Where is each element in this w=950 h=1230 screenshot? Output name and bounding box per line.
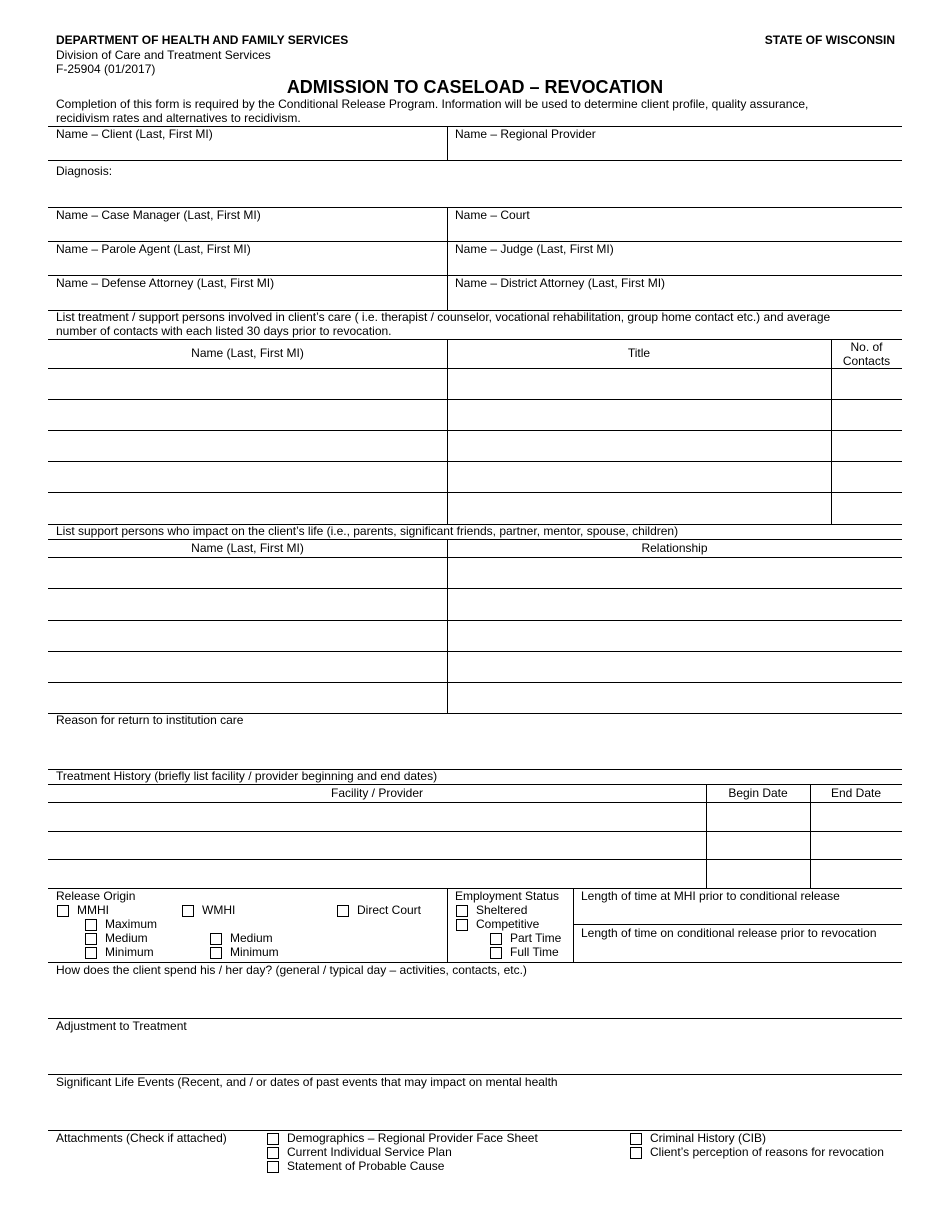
support-person-name-input[interactable] [52,658,442,676]
treatment-person-name-input[interactable] [52,375,442,393]
state-name: STATE OF WISCONSIN [764,33,895,47]
col-header-name: Name (Last, First MI) [191,346,304,360]
wmhi-minimum-label: Minimum [230,945,279,959]
treatment-person-title-input[interactable] [452,437,826,455]
treatment-person-name-input[interactable] [52,468,442,486]
treatment-person-contacts-input[interactable] [836,499,898,517]
form-number: F-25904 (01/2017) [56,62,156,76]
end-date-input[interactable] [815,836,898,854]
table-row-divider [48,588,902,589]
demographics-checkbox[interactable] [267,1133,279,1145]
treatment-person-contacts-input[interactable] [836,406,898,424]
treatment-person-name-input[interactable] [52,499,442,517]
divider [447,339,448,524]
life-events-label: Significant Life Events (Recent, and / or dates of past events that may impact on mental health [56,1075,558,1089]
page-title: ADMISSION TO CASELOAD – REVOCATION [286,77,664,97]
intro-text-line1: Completion of this form is required by the Conditional Release Program. Information will be used to determine client profile, quality assurance, [56,97,809,111]
regional-provider-input[interactable] [455,142,895,158]
support-person-name-input[interactable] [52,627,442,645]
table-row-divider [48,802,902,803]
life-events-input[interactable] [56,1091,896,1125]
divider [48,160,902,161]
col-header-relationship: Relationship [641,541,708,555]
begin-date-input[interactable] [711,836,806,854]
district-attorney-input[interactable] [455,291,895,307]
support-person-relationship-input[interactable] [452,627,897,645]
mmhi-minimum-label: Minimum [105,945,154,959]
sheltered-checkbox[interactable] [456,905,468,917]
court-label: Name – Court [455,208,530,222]
client-perception-checkbox[interactable] [630,1147,642,1159]
divider [447,207,448,310]
wmhi-medium-checkbox[interactable] [210,933,222,945]
district-attorney-label: Name – District Attorney (Last, First MI) [455,276,666,290]
table-row-divider [48,859,902,860]
division-name: Division of Care and Treatment Services [56,48,271,62]
length-release-label: Length of time on conditional release prior to revocation [581,926,877,940]
full-time-checkbox[interactable] [490,947,502,959]
reason-return-label: Reason for return to institution care [56,713,244,727]
length-release-input[interactable] [581,942,895,958]
facility-input[interactable] [52,836,702,854]
divider [447,888,448,962]
table-row-divider [48,682,902,683]
table-row-divider [48,368,902,369]
part-time-checkbox[interactable] [490,933,502,945]
mmhi-maximum-checkbox[interactable] [85,919,97,931]
criminal-history-label: Criminal History (CIB) [650,1131,767,1145]
service-plan-label: Current Individual Service Plan [287,1145,452,1159]
treatment-person-title-input[interactable] [452,375,826,393]
support-person-name-input[interactable] [52,564,442,582]
support-persons-instruction: List support persons who impact on the client’s life (i.e., parents, significant friends, partner, mentor, spouse, children) [56,524,679,538]
col-header-title: Title [627,346,651,360]
treatment-person-title-input[interactable] [452,468,826,486]
case-manager-label: Name – Case Manager (Last, First MI) [56,208,261,222]
treatment-person-contacts-input[interactable] [836,375,898,393]
table-row-divider [48,620,902,621]
treatment-person-title-input[interactable] [452,406,826,424]
col-header-contacts-line2: Contacts [842,354,891,368]
treatment-person-name-input[interactable] [52,437,442,455]
diagnosis-label: Diagnosis: [56,164,113,178]
probable-cause-label: Statement of Probable Cause [287,1159,445,1173]
divider [447,126,448,161]
col-header-end-date: End Date [830,786,882,800]
criminal-history-checkbox[interactable] [630,1133,642,1145]
daily-life-label: How does the client spend his / her day? (general / typical day – activities, contacts, etc.) [56,963,527,977]
case-manager-input[interactable] [56,223,441,239]
defense-attorney-label: Name – Defense Attorney (Last, First MI) [56,276,275,290]
support-person-relationship-input[interactable] [452,658,897,676]
facility-input[interactable] [52,808,702,826]
support-person-relationship-input[interactable] [452,595,897,613]
support-person-name-input[interactable] [52,689,442,707]
col-header-name: Name (Last, First MI) [191,541,304,555]
competitive-label: Competitive [476,917,540,931]
direct-court-checkbox[interactable] [337,905,349,917]
daily-life-input[interactable] [56,979,896,1013]
col-header-begin-date: Begin Date [728,786,788,800]
begin-date-input[interactable] [711,808,806,826]
col-header-facility: Facility / Provider [330,786,424,800]
divider [573,888,574,962]
col-header-contacts-line1: No. of [850,340,883,354]
treatment-person-title-input[interactable] [452,499,826,517]
table-row-divider [48,651,902,652]
client-name-input[interactable] [56,142,441,158]
facility-input[interactable] [52,864,702,882]
service-plan-checkbox[interactable] [267,1147,279,1159]
mmhi-checkbox[interactable] [57,905,69,917]
full-time-label: Full Time [510,945,559,959]
demographics-label: Demographics – Regional Provider Face Sheet [287,1131,538,1145]
mmhi-medium-label: Medium [105,931,148,945]
table-row-divider [48,430,902,431]
attachments-label: Attachments (Check if attached) [56,1131,227,1145]
department-name: DEPARTMENT OF HEALTH AND FAMILY SERVICES [56,33,349,47]
wmhi-checkbox[interactable] [182,905,194,917]
diagnosis-input[interactable] [56,180,896,202]
adjustment-label: Adjustment to Treatment [56,1019,187,1033]
table-row-divider [48,557,902,558]
wmhi-minimum-checkbox[interactable] [210,947,222,959]
divider [447,539,448,713]
treatment-persons-instruction-line1: List treatment / support persons involved in client’s care ( i.e. therapist / counselor, vocational rehabilitation, group home contact etc.) and average [56,310,831,324]
wmhi-medium-label: Medium [230,931,273,945]
table-row-divider [48,399,902,400]
length-mhi-input[interactable] [581,905,895,921]
divider [48,784,902,785]
mmhi-minimum-checkbox[interactable] [85,947,97,959]
judge-label: Name – Judge (Last, First MI) [455,242,614,256]
support-person-relationship-input[interactable] [452,564,897,582]
treatment-person-contacts-input[interactable] [836,437,898,455]
treatment-persons-instruction-line2: number of contacts with each listed 30 days prior to revocation. [56,324,392,338]
treatment-person-name-input[interactable] [52,406,442,424]
divider [48,339,902,340]
support-person-relationship-input[interactable] [452,689,897,707]
divider [48,539,902,540]
mmhi-medium-checkbox[interactable] [85,933,97,945]
mmhi-label: MMHI [77,903,109,917]
table-row-divider [48,831,902,832]
employment-status-label: Employment Status [455,889,560,903]
court-input[interactable] [455,223,895,239]
begin-date-input[interactable] [711,864,806,882]
parole-agent-input[interactable] [56,257,441,273]
judge-input[interactable] [455,257,895,273]
divider [573,924,902,925]
probable-cause-checkbox[interactable] [267,1161,279,1173]
treatment-history-instruction: Treatment History (briefly list facility / provider beginning and end dates) [56,769,438,783]
end-date-input[interactable] [815,808,898,826]
treatment-person-contacts-input[interactable] [836,468,898,486]
client-perception-label: Client’s perception of reasons for revocation [650,1145,884,1159]
length-mhi-label: Length of time at MHI prior to conditional release [581,889,840,903]
mmhi-maximum-label: Maximum [105,917,158,931]
reason-return-input[interactable] [56,729,896,765]
competitive-checkbox[interactable] [456,919,468,931]
adjustment-input[interactable] [56,1035,896,1069]
regional-provider-label: Name – Regional Provider [455,127,596,141]
table-row-divider [48,461,902,462]
sheltered-label: Sheltered [476,903,528,917]
client-name-label: Name – Client (Last, First MI) [56,127,213,141]
part-time-label: Part Time [510,931,562,945]
wmhi-label: WMHI [202,903,236,917]
defense-attorney-input[interactable] [56,291,441,307]
table-row-divider [48,492,902,493]
end-date-input[interactable] [815,864,898,882]
intro-text-line2: recidivism rates and alternatives to recidivism. [56,111,301,125]
parole-agent-label: Name – Parole Agent (Last, First MI) [56,242,251,256]
direct-court-label: Direct Court [357,903,422,917]
release-origin-label: Release Origin [56,889,136,903]
support-person-name-input[interactable] [52,595,442,613]
